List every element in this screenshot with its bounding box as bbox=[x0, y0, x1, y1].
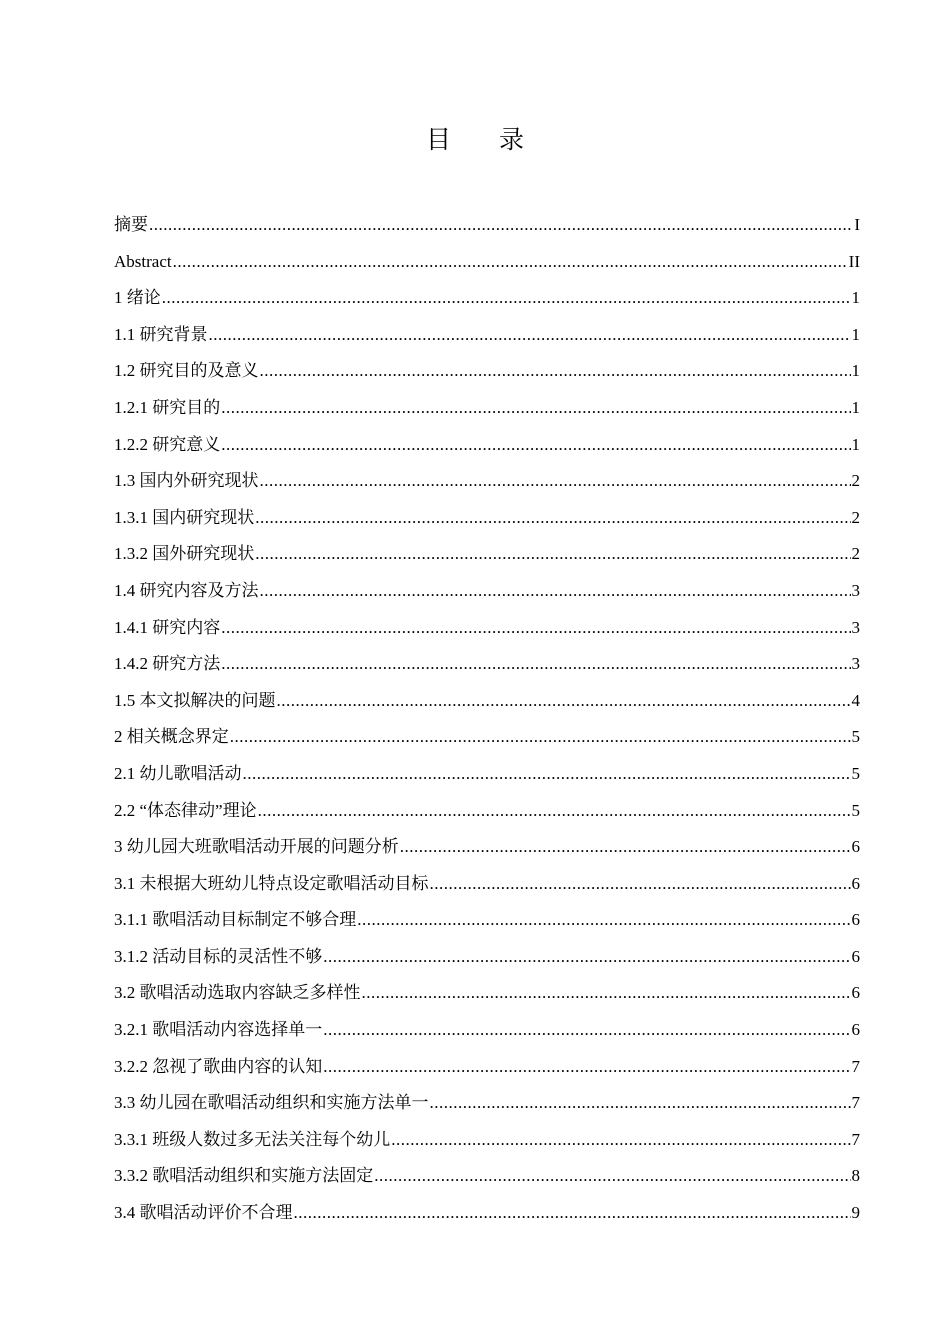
toc-entry[interactable] bbox=[114, 353, 860, 390]
toc-entry[interactable] bbox=[114, 1158, 860, 1195]
toc-entry[interactable] bbox=[114, 939, 860, 976]
toc-entry[interactable] bbox=[114, 317, 860, 354]
toc-entry-label: 3.3.2 歌唱活动组织和实施方法固定 bbox=[114, 1166, 374, 1186]
toc-dot-leader bbox=[173, 244, 848, 280]
toc-dot-leader bbox=[221, 646, 850, 682]
toc-entry[interactable] bbox=[114, 500, 860, 537]
toc-dot-leader bbox=[430, 866, 851, 902]
toc-entry-label: 1.4.1 研究内容 bbox=[114, 617, 221, 637]
toc-entry-page: 8 bbox=[851, 1166, 860, 1186]
toc-entry-page: 1 bbox=[851, 434, 860, 454]
toc-dot-leader bbox=[221, 390, 850, 426]
toc-entry[interactable] bbox=[114, 1122, 860, 1159]
toc-entry-page: 2 bbox=[851, 544, 860, 564]
toc-entry[interactable] bbox=[114, 683, 860, 720]
toc-entry-label: 3 幼儿园大班歌唱活动开展的问题分析 bbox=[114, 837, 399, 857]
toc-entry-page: 6 bbox=[851, 837, 860, 857]
toc-entry-label: 1.2.2 研究意义 bbox=[114, 434, 221, 454]
toc-dot-leader bbox=[255, 500, 850, 536]
toc-dot-leader bbox=[221, 610, 850, 646]
toc-entry-page: 6 bbox=[851, 946, 860, 966]
toc-entry-label: 3.2.2 忽视了歌曲内容的认知 bbox=[114, 1056, 323, 1076]
toc-entry-page: 3 bbox=[851, 654, 860, 674]
toc-entry-page: 7 bbox=[851, 1129, 860, 1149]
toc-entry-label: 3.2.1 歌唱活动内容选择单一 bbox=[114, 1020, 323, 1040]
toc-dot-leader bbox=[391, 1122, 850, 1158]
toc-entry-page: 1 bbox=[851, 288, 860, 308]
toc-entry-label: 1.4 研究内容及方法 bbox=[114, 580, 259, 600]
toc-dot-leader bbox=[149, 207, 853, 243]
toc-entry[interactable] bbox=[114, 610, 860, 647]
toc-entry-page: II bbox=[848, 251, 860, 271]
toc-entry[interactable] bbox=[114, 719, 860, 756]
toc-entry-page: 2 bbox=[851, 507, 860, 527]
toc-entry[interactable] bbox=[114, 280, 860, 317]
toc-entry-label: 1 绪论 bbox=[114, 288, 161, 308]
toc-entry-page: 7 bbox=[851, 1093, 860, 1113]
toc-dot-leader bbox=[323, 939, 850, 975]
toc-entry[interactable] bbox=[114, 390, 860, 427]
toc-entry[interactable] bbox=[114, 829, 860, 866]
table-of-contents bbox=[114, 207, 860, 1232]
toc-dot-leader bbox=[323, 1012, 850, 1048]
toc-entry[interactable] bbox=[114, 975, 860, 1012]
toc-entry[interactable] bbox=[114, 427, 860, 464]
toc-dot-leader bbox=[260, 573, 851, 609]
toc-entry[interactable] bbox=[114, 1012, 860, 1049]
toc-dot-leader bbox=[362, 975, 851, 1011]
toc-dot-leader bbox=[255, 536, 850, 572]
toc-entry-label: 3.1 未根据大班幼儿特点设定歌唱活动目标 bbox=[114, 873, 429, 893]
toc-entry-label: 3.3.1 班级人数过多无法关注每个幼儿 bbox=[114, 1129, 391, 1149]
toc-dot-leader bbox=[374, 1158, 850, 1194]
toc-entry-page: 6 bbox=[851, 910, 860, 930]
toc-dot-leader bbox=[430, 1085, 851, 1121]
toc-dot-leader bbox=[357, 902, 850, 938]
toc-entry[interactable] bbox=[114, 866, 860, 903]
toc-entry-label: 1.3.1 国内研究现状 bbox=[114, 507, 255, 527]
toc-entry[interactable] bbox=[114, 207, 860, 244]
toc-entry-page: 1 bbox=[851, 324, 860, 344]
toc-entry-label: 1.3.2 国外研究现状 bbox=[114, 544, 255, 564]
toc-entry-page: 7 bbox=[851, 1056, 860, 1076]
toc-entry-label: 1.2.1 研究目的 bbox=[114, 397, 221, 417]
toc-entry-page: 3 bbox=[851, 580, 860, 600]
toc-entry-page: 6 bbox=[851, 873, 860, 893]
toc-entry[interactable] bbox=[114, 646, 860, 683]
toc-dot-leader bbox=[294, 1195, 851, 1231]
toc-entry-page: 3 bbox=[851, 617, 860, 637]
toc-entry-label: 2 相关概念界定 bbox=[114, 727, 229, 747]
toc-entry-page: 5 bbox=[851, 800, 860, 820]
toc-entry-label: 1.5 本文拟解决的问题 bbox=[114, 690, 276, 710]
toc-dot-leader bbox=[221, 427, 850, 463]
toc-entry-label: 3.1.2 活动目标的灵活性不够 bbox=[114, 946, 323, 966]
toc-entry-page: 5 bbox=[851, 727, 860, 747]
toc-entry-page: 1 bbox=[851, 397, 860, 417]
toc-entry-label: 1.3 国内外研究现状 bbox=[114, 471, 259, 491]
toc-entry-label: 1.2 研究目的及意义 bbox=[114, 361, 259, 381]
toc-entry[interactable] bbox=[114, 1195, 860, 1232]
toc-entry-label: 2.1 幼儿歌唱活动 bbox=[114, 763, 242, 783]
toc-dot-leader bbox=[260, 353, 851, 389]
page-title: 目 录 bbox=[426, 125, 544, 154]
toc-entry-label: 3.4 歌唱活动评价不合理 bbox=[114, 1203, 293, 1223]
toc-entry-page: 1 bbox=[851, 361, 860, 381]
toc-entry-page: 5 bbox=[851, 763, 860, 783]
toc-dot-leader bbox=[258, 793, 851, 829]
toc-entry[interactable] bbox=[114, 1085, 860, 1122]
toc-dot-leader bbox=[260, 463, 851, 499]
toc-entry-label: 1.1 研究背景 bbox=[114, 324, 208, 344]
toc-entry-page: 9 bbox=[851, 1203, 860, 1223]
toc-entry[interactable] bbox=[114, 463, 860, 500]
toc-dot-leader bbox=[162, 280, 851, 316]
toc-entry[interactable] bbox=[114, 756, 860, 793]
toc-entry-page: 6 bbox=[851, 1020, 860, 1040]
toc-entry-label: 3.1.1 歌唱活动目标制定不够合理 bbox=[114, 910, 357, 930]
toc-dot-leader bbox=[323, 1049, 850, 1085]
toc-dot-leader bbox=[400, 829, 851, 865]
toc-entry-label: 2.2 “体态律动”理论 bbox=[114, 800, 257, 820]
toc-entry-label: 3.2 歌唱活动选取内容缺乏多样性 bbox=[114, 983, 361, 1003]
toc-entry[interactable] bbox=[114, 902, 860, 939]
toc-dot-leader bbox=[230, 719, 851, 755]
toc-dot-leader bbox=[243, 756, 851, 792]
toc-dot-leader bbox=[277, 683, 851, 719]
toc-entry-page: I bbox=[854, 215, 860, 234]
toc-entry[interactable] bbox=[114, 573, 860, 610]
toc-entry[interactable] bbox=[114, 244, 860, 281]
toc-entry-page: 6 bbox=[851, 983, 860, 1003]
toc-entry-label: 摘要 bbox=[114, 215, 148, 234]
toc-entry-label: Abstract bbox=[114, 251, 172, 271]
toc-entry-label: 3.3 幼儿园在歌唱活动组织和实施方法单一 bbox=[114, 1093, 429, 1113]
toc-entry-label: 1.4.2 研究方法 bbox=[114, 654, 221, 674]
toc-entry[interactable] bbox=[114, 1049, 860, 1086]
toc-entry-page: 2 bbox=[851, 471, 860, 491]
toc-entry-page: 4 bbox=[851, 690, 860, 710]
toc-dot-leader bbox=[209, 317, 851, 353]
toc-entry[interactable] bbox=[114, 536, 860, 573]
toc-entry[interactable] bbox=[114, 793, 860, 830]
